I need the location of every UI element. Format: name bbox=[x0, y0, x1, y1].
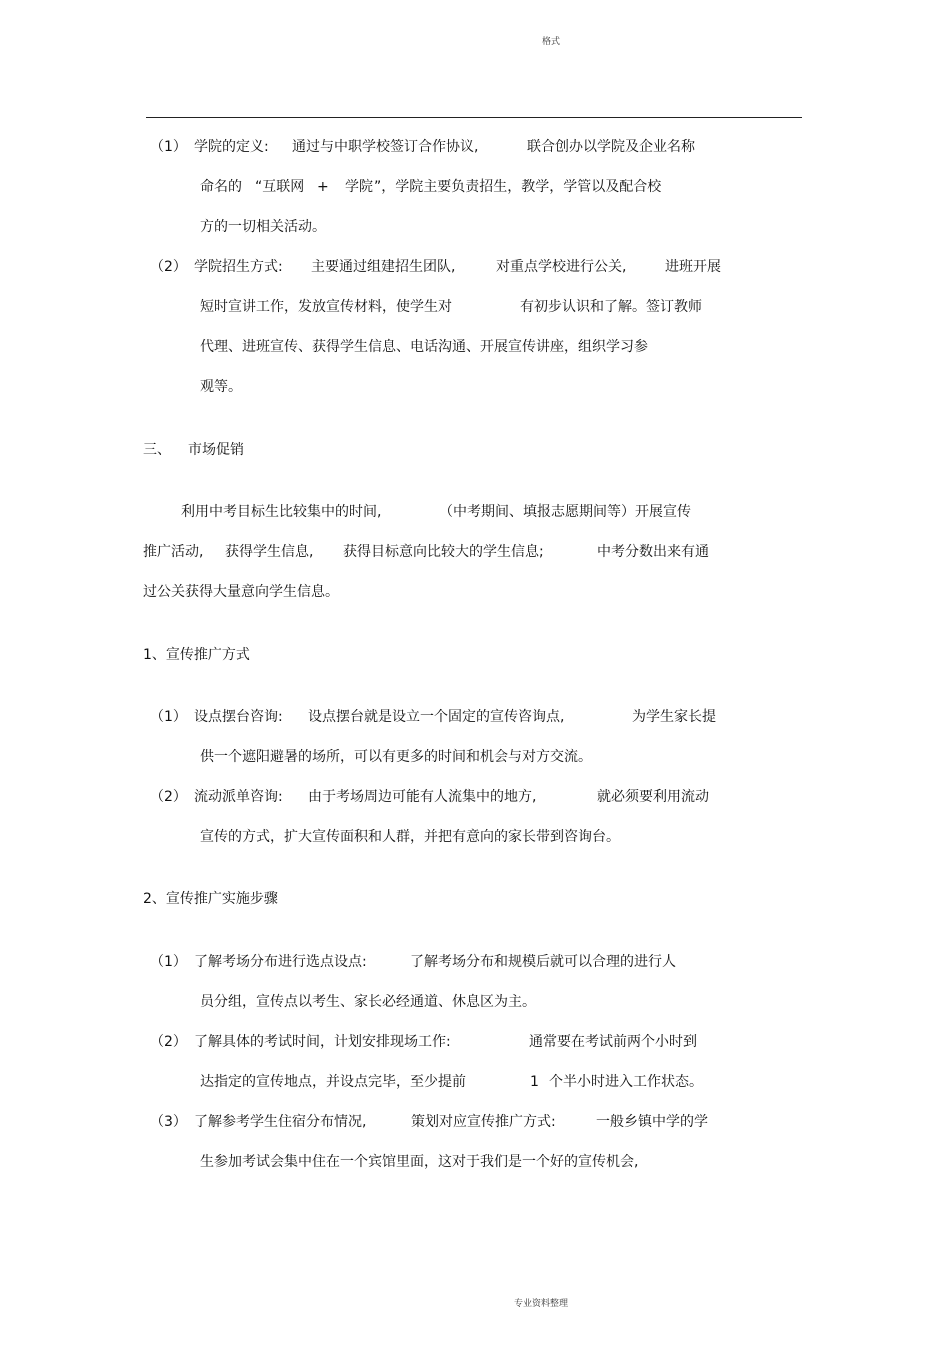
text-segment: 通常要在考试前两个小时到 bbox=[529, 1034, 697, 1050]
item-heading: 了解考场分布进行选点设点: bbox=[194, 954, 367, 970]
item-number: （3） bbox=[150, 1114, 187, 1130]
text-segment: 利用中考目标生比较集中的时间, bbox=[181, 504, 382, 520]
text-segment: 命名的 bbox=[200, 179, 242, 195]
text-segment: 代理、进班宣传、获得学生信息、电话沟通、开展宣传讲座，组织学习参 bbox=[200, 339, 648, 355]
item-number: （1） bbox=[150, 709, 187, 725]
text-segment: 获得目标意向比较大的学生信息; bbox=[343, 544, 544, 560]
text-segment: 推广活动, bbox=[143, 544, 204, 560]
page-footer-label: 专业资料整理 bbox=[514, 1299, 569, 1309]
text-segment: “互联网 bbox=[255, 179, 305, 195]
text-segment: 策划对应宣传推广方式: bbox=[411, 1114, 556, 1130]
section-title: 市场促销 bbox=[188, 442, 244, 458]
header-rule bbox=[146, 117, 802, 118]
text-segment: 设点摆台就是设立一个固定的宣传咨询点, bbox=[308, 709, 565, 725]
text-segment: + bbox=[317, 179, 329, 195]
text-segment: （中考期间、填报志愿期间等）开展宣传 bbox=[439, 504, 691, 520]
item-number: （2） bbox=[150, 789, 187, 805]
text-segment: 一般乡镇中学的学 bbox=[596, 1114, 708, 1130]
item-heading: 设点摆台咨询: bbox=[194, 709, 283, 725]
text-segment: 就必须要利用流动 bbox=[597, 789, 709, 805]
text-segment: 达指定的宣传地点，并设点完毕，至少提前 bbox=[200, 1074, 466, 1090]
text-segment: 对重点学校进行公关, bbox=[496, 259, 627, 275]
text-segment: 观等。 bbox=[200, 379, 242, 395]
text-segment: 获得学生信息, bbox=[225, 544, 314, 560]
text-segment: 供一个遮阳避暑的场所，可以有更多的时间和机会与对方交流。 bbox=[200, 749, 592, 765]
text-segment: 方的一切相关活动。 bbox=[200, 219, 326, 235]
text-segment: 1 bbox=[530, 1074, 539, 1090]
text-segment: 由于考场周边可能有人流集中的地方, bbox=[308, 789, 537, 805]
item-heading: 流动派单咨询: bbox=[194, 789, 283, 805]
item-heading: 学院的定义: bbox=[194, 139, 269, 155]
item-number: （2） bbox=[150, 1034, 187, 1050]
text-segment: 主要通过组建招生团队, bbox=[311, 259, 456, 275]
subsection-heading: 2、宣传推广实施步骤 bbox=[143, 891, 278, 907]
text-segment: 宣传的方式，扩大宣传面积和人群，并把有意向的家长带到咨询台。 bbox=[200, 829, 620, 845]
item-heading: 了解具体的考试时间，计划安排现场工作: bbox=[194, 1034, 451, 1050]
item-heading: 了解参考学生住宿分布情况, bbox=[194, 1114, 367, 1130]
section-number: 三、 bbox=[143, 442, 171, 458]
item-heading: 学院招生方式: bbox=[194, 259, 283, 275]
item-number: （1） bbox=[150, 954, 187, 970]
subsection-heading: 1、宣传推广方式 bbox=[143, 647, 250, 663]
text-segment: 通过与中职学校签订合作协议, bbox=[292, 139, 479, 155]
text-segment: 联合创办以学院及企业名称 bbox=[527, 139, 695, 155]
text-segment: 进班开展 bbox=[665, 259, 721, 275]
item-number: （2） bbox=[150, 259, 187, 275]
text-segment: 员分组，宣传点以考生、家长必经通道、休息区为主。 bbox=[200, 994, 536, 1010]
text-segment: 个半小时进入工作状态。 bbox=[549, 1074, 703, 1090]
text-segment: 中考分数出来有通 bbox=[597, 544, 709, 560]
text-segment: 为学生家长提 bbox=[632, 709, 716, 725]
item-number: （1） bbox=[150, 139, 187, 155]
text-segment: 学院 bbox=[345, 179, 373, 195]
text-segment: 短时宣讲工作，发放宣传材料，使学生对 bbox=[200, 299, 452, 315]
text-segment: 过公关获得大量意向学生信息。 bbox=[143, 584, 339, 600]
text-segment: 生参加考试会集中住在一个宾馆里面，这对于我们是一个好的宣传机会, bbox=[200, 1154, 639, 1170]
page-header-label: 格式 bbox=[542, 37, 561, 47]
text-segment: 了解考场分布和规模后就可以合理的进行人 bbox=[410, 954, 676, 970]
text-segment: ”，学院主要负责招生，教学，学管以及配合校 bbox=[374, 179, 662, 195]
text-segment: 有初步认识和了解。签订教师 bbox=[520, 299, 702, 315]
